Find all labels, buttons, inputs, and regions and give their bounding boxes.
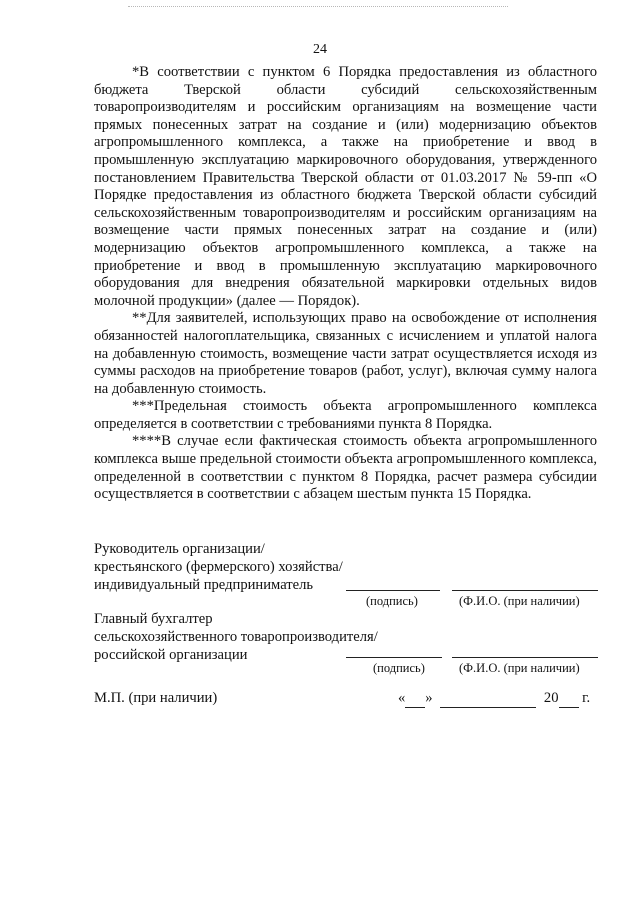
name-caption: (Ф.И.О. (при наличии) — [459, 594, 580, 608]
signatory-line: индивидуальный предприниматель — [94, 576, 314, 593]
footnote-2: **Для заявителей, использующих право на освобождение от исполнения обязанностей налогоплательщика, связанных с исчислением и уплатой налога на добавленную стоимость, возмещение части затрат осуществляется исходя из суммы расходов на приобретение товаров (работ, услуг), включая сумму налога на добавленную стоимость. — [94, 310, 597, 397]
year-suffix: г. — [582, 690, 591, 706]
footnote-3: ***Предельная стоимость объекта агропромышленного комплекса определяется в соответствии с требованиями пункта 8 Порядка. — [94, 398, 597, 432]
head-signature-block — [94, 541, 343, 594]
accountant-signature-field[interactable] — [346, 657, 442, 658]
month-field[interactable] — [440, 690, 536, 708]
date-open-quote: « — [398, 690, 406, 706]
signature-caption: (подпись) — [373, 661, 425, 675]
footnotes — [94, 64, 597, 504]
head-signature-field[interactable] — [346, 590, 440, 591]
footnote-4: ****В случае если фактическая стоимость объекта агропромышленного комплекса выше предельной стоимости объекта агропромышленного комплекса, определенной в соответствии с пунктом 8 Порядка, расчет размера субсидии осуществляется в соответствии с абзацем шестым пункта 15 Порядка. — [94, 433, 597, 503]
stamp-label: М.П. (при наличии) — [94, 690, 218, 706]
name-caption: (Ф.И.О. (при наличии) — [459, 661, 580, 675]
day-field[interactable] — [405, 690, 425, 708]
year-prefix: 20 — [543, 690, 559, 706]
scan-edge-line — [128, 6, 508, 7]
date-line — [398, 690, 598, 708]
signatory-line: Главный бухгалтер — [94, 611, 213, 627]
date-close-quote: » — [425, 690, 433, 706]
footnote-1: *В соответствии с пунктом 6 Порядка предоставления из областного бюджета Тверской области субсидий сельскохозяйственным товаропроизводителям и российским организациям на возмещение части прямых понесенных затрат на создание и (или) модернизацию объектов агропромышленного комплекса, а также на приобретение и ввод в промышленную эксплуатацию маркировочного оборудования, утвержденного постановлением Правительства Тверской области от 01.03.2017 № 59-пп «О Порядке предоставления из областного бюджета Тверской области субсидий сельскохозяйственным товаропроизводителям и российским организациям на возмещение части прямых понесенных затрат на создание и (или) модернизацию объектов агропромышленного комплекса, а также на приобретение и ввод в промышленную эксплуатацию маркировочного оборудования для внедрения обязательной маркировки отдельных видов молочной продукции» (далее — Порядок). — [94, 64, 597, 309]
signatory-line: российской организации — [94, 646, 248, 663]
signatory-line: крестьянского (фермерского) хозяйства/ — [94, 558, 343, 575]
signatory-line: сельскохозяйственного товаропроизводителя/ — [94, 628, 378, 645]
signatory-line: Руководитель организации/ — [94, 541, 265, 557]
signature-caption: (подпись) — [366, 594, 418, 608]
year-field[interactable] — [559, 690, 579, 708]
accountant-name-field[interactable] — [452, 657, 598, 658]
head-name-field[interactable] — [452, 590, 598, 591]
accountant-signature-block — [94, 611, 378, 664]
page-number: 24 — [313, 42, 327, 57]
